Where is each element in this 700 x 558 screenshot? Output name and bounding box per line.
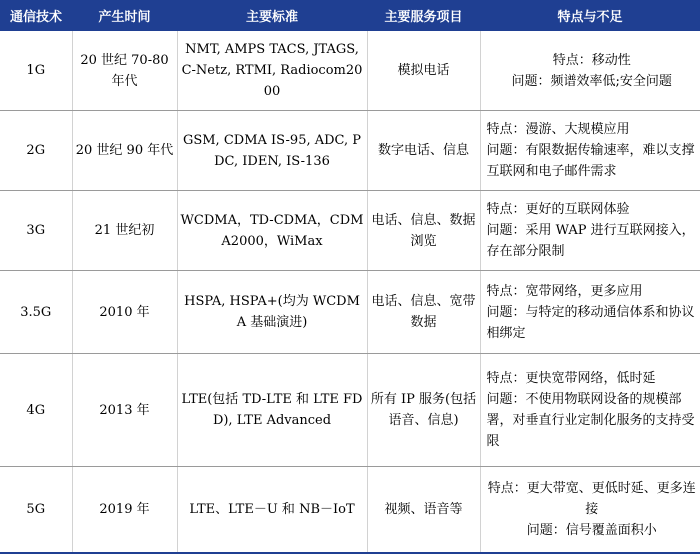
standards-cell: WCDMA，TD-CDMA，CDMA2000，WiMax <box>177 191 367 271</box>
problem-line: 问题：有限数据传输速率，难以支撑互联网和电子邮件需求 <box>486 143 695 179</box>
standards-cell: LTE(包括 TD-LTE 和 LTE FDD), LTE Advanced <box>177 354 367 467</box>
tech-cell: 1G <box>0 31 72 111</box>
header-notes: 特点与不足 <box>480 0 700 31</box>
tech-cell: 3.5G <box>0 271 72 354</box>
notes-cell <box>480 354 700 467</box>
feature-line: 特点：更大带宽、更低时延、更多连接 <box>487 480 696 517</box>
problem-line: 问题：采用 WAP 进行互联网接入，存在部分限制 <box>486 223 695 259</box>
feature-line: 特点：移动性 <box>552 52 631 68</box>
feature-line: 特点：更快宽带网络，低时延 <box>486 371 656 386</box>
services-cell: 电话、信息、数据浏览 <box>367 191 480 271</box>
problem-line: 问题：与特定的移动通信体系和协议相绑定 <box>486 304 695 341</box>
services-cell: 所有 IP 服务(包括语音、信息) <box>367 354 480 467</box>
header-services: 主要服务项目 <box>367 0 480 31</box>
era-cell: 2019 年 <box>72 467 177 553</box>
era-cell: 2013 年 <box>72 354 177 467</box>
table-row <box>0 31 700 111</box>
table-row <box>0 354 700 467</box>
notes-cell <box>480 31 700 111</box>
era-cell: 20 世纪 70-80 年代 <box>72 31 177 111</box>
table-row <box>0 271 700 354</box>
notes-cell <box>480 191 700 271</box>
notes-cell <box>480 271 700 354</box>
era-cell: 21 世纪初 <box>72 191 177 271</box>
era-cell: 2010 年 <box>72 271 177 354</box>
header-row <box>0 0 700 31</box>
problem-line: 问题：信号覆盖面积小 <box>526 522 657 538</box>
standards-cell: LTE、LTE－U 和 NB－IoT <box>177 467 367 553</box>
services-cell: 电话、信息、宽带数据 <box>367 271 480 354</box>
feature-line: 特点：漫游、大规模应用 <box>486 122 630 137</box>
table-row <box>0 111 700 191</box>
era-cell: 20 世纪 90 年代 <box>72 111 177 191</box>
tech-cell: 2G <box>0 111 72 191</box>
tech-cell: 5G <box>0 467 72 553</box>
standards-cell: NMT, AMPS TACS, JTAGS, C-Netz, RTMI, Radiocom2000 <box>177 31 367 111</box>
tech-cell: 3G <box>0 191 72 271</box>
services-cell: 数字电话、信息 <box>367 111 480 191</box>
services-cell: 视频、语音等 <box>367 467 480 553</box>
tech-cell: 4G <box>0 354 72 467</box>
notes-cell <box>480 467 700 553</box>
standards-cell: HSPA, HSPA+(均为 WCDMA 基础演进) <box>177 271 367 354</box>
feature-line: 特点：宽带网络，更多应用 <box>486 283 643 299</box>
header-standards: 主要标准 <box>177 0 367 31</box>
feature-line: 特点：更好的互联网体验 <box>486 202 630 217</box>
notes-cell <box>480 111 700 191</box>
table-row <box>0 467 700 553</box>
standards-cell: GSM, CDMA IS-95, ADC, PDC, IDEN, IS-136 <box>177 111 367 191</box>
header-era: 产生时间 <box>72 0 177 31</box>
services-cell: 模拟电话 <box>367 31 480 111</box>
problem-line: 问题：频谱效率低;安全问题 <box>511 73 672 89</box>
header-tech: 通信技术 <box>0 0 72 31</box>
problem-line: 问题：不使用物联网设备的规模部署，对垂直行业定制化服务的支持受限 <box>486 392 695 449</box>
table-row <box>0 191 700 271</box>
